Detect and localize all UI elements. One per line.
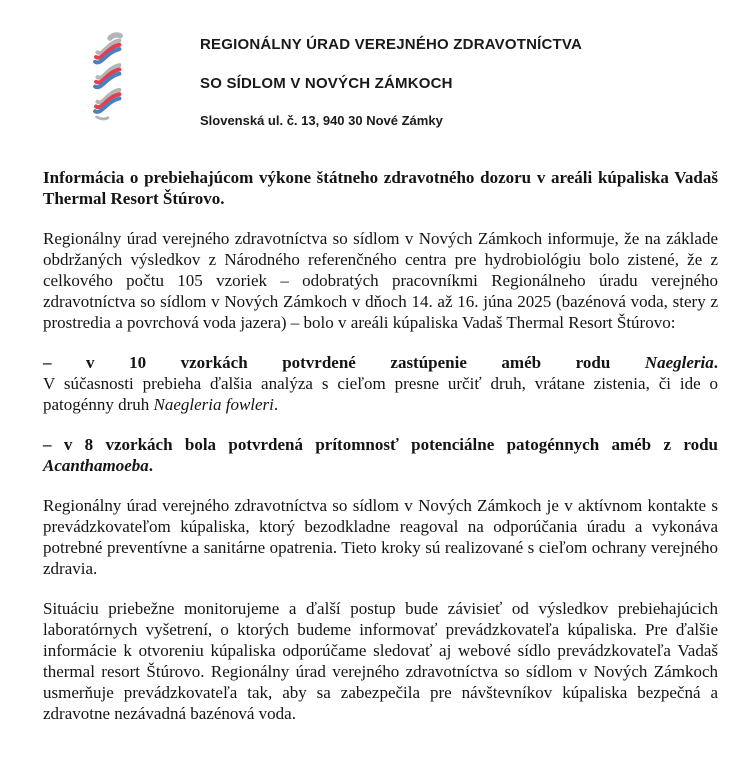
finding-acanthamoeba: [43, 434, 718, 476]
org-logo-helix-icon: [88, 30, 126, 126]
operator-cooperation-paragraph: [43, 495, 718, 579]
logo-bottom-tail: [97, 117, 108, 119]
text-segment: V súčasnosti prebieha ďalšia analýza s cieľom presne určiť druh, vrátane zistenia, či ide o patogénny druh: [43, 374, 718, 414]
org-address: Slovenská ul. č. 13, 940 30 Nové Zámky: [200, 113, 443, 128]
letterhead: [43, 28, 718, 134]
text-segment: Naegleria: [644, 353, 714, 372]
intro-paragraph: [43, 228, 718, 333]
text-segment: Acanthamoeba: [43, 456, 149, 475]
text-segment: Naegleria fowleri: [153, 395, 274, 414]
text-segment: Regionálny úrad verejného zdravotníctva so sídlom v Nových Zámkoch je v aktívnom kontakte s prevádzkovateľom kúpaliska, ktorý bezodkladne reagoval na odporúčania úradu a vykonáva potrebné preventívne a sanitárne opatrenia. Tieto kroky sú realizované s cieľom ochrany verejného zdravia.: [43, 496, 718, 578]
text-segment: .: [713, 353, 718, 372]
org-name-line2: SO SÍDLOM V NOVÝCH ZÁMKOCH: [200, 75, 453, 92]
logo-top-blob: [110, 35, 120, 38]
monitoring-paragraph: [43, 598, 718, 724]
text-segment: Situáciu priebežne monitorujeme a ďalší postup bude závisieť od výsledkov prebiehajúcich laboratórnych vyšetrení, o ktorých budeme informovať prevádzkovateľa kúpaliska. Pre ďalšie informácie k otvoreniu kúpaliska odporúčame sledovať aj webové sídlo prevádzkovateľa Vadaš thermal resort Štúrovo. Regionálny úrad verejného zdravotníctva so sídlom v Nových Zámkoch usmerňuje prevádzkovateľa tak, aby sa zabezpečila pre návštevníkov kúpaliska bezpečná a zdravotne nezávadná bazénová voda.: [43, 599, 718, 723]
text-segment: Regionálny úrad verejného zdravotníctva so sídlom v Nových Zámkoch informuje, že na základe obdržaných výsledkov z Národného referenčného centra pre hydrobiológiu bolo zistené, že z celkového počtu 105 vzoriek – odobratých pracovníkmi Regionálneho úradu verejného zdravotníctva so sídlom v Nových Zámkoch v dňoch 14. až 16. júna 2025 (bazénová voda, stery z prostredia a povrchová voda jazera) – bolo v areáli kúpaliska Vadaš Thermal Resort Štúrovo:: [43, 229, 718, 332]
text-segment: – v 10 vzorkách potvrdené zastúpenie améb rodu: [43, 353, 645, 372]
finding-naegleria-detail: [43, 373, 718, 415]
letterhead-text: [200, 28, 582, 128]
document-title: Informácia o prebiehajúcom výkone štátneho zdravotného dozoru v areáli kúpaliska Vadaš Thermal Resort Štúrovo.: [43, 168, 718, 208]
document-body: [43, 167, 718, 724]
paragraphs-container: [43, 228, 718, 724]
text-segment: – v 8 vzorkách bola potvrdená prítomnosť potenciálne patogénnych améb z rodu: [43, 435, 718, 454]
text-segment: .: [148, 456, 154, 475]
finding-naegleria-lead: [43, 352, 718, 373]
text-segment: .: [273, 395, 279, 414]
org-name-line1: REGIONÁLNY ÚRAD VEREJNÉHO ZDRAVOTNÍCTVA: [200, 36, 582, 53]
